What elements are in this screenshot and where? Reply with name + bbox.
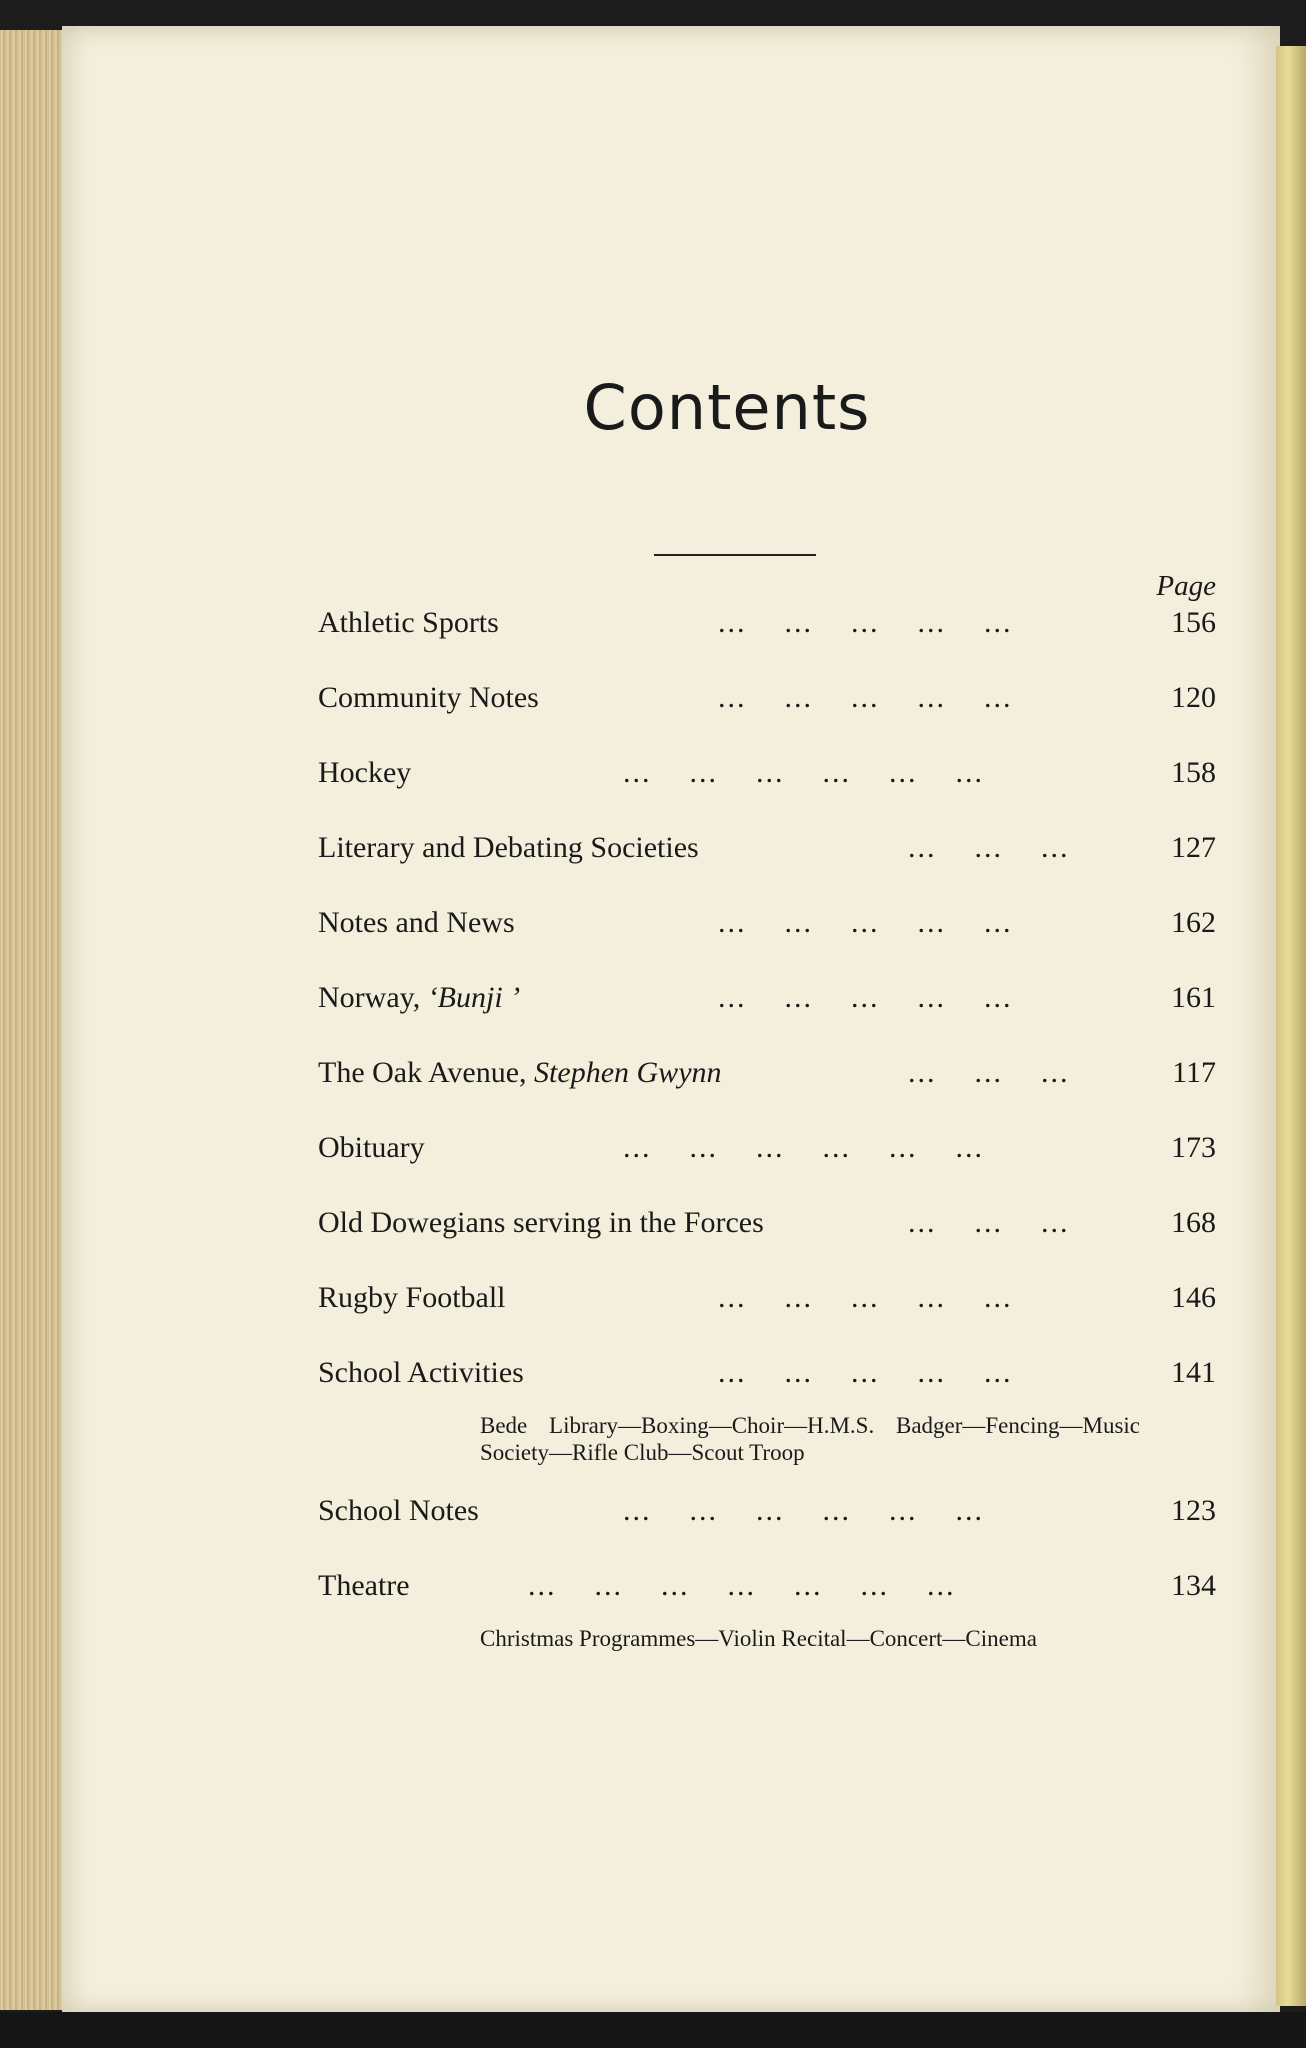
dot-leader: ... ... ... ... ... [718, 906, 1013, 939]
dot-leader: ... ... ... ... ... [718, 1356, 1013, 1389]
contents-entry [318, 1494, 1216, 1534]
contents-entry [318, 1206, 1216, 1246]
dot-leader: ... ... ... ... ... ... [623, 1494, 984, 1527]
page-title: Contents [583, 371, 871, 444]
entry-title-plain: The Oak Avenue, [318, 1056, 535, 1089]
entry-page-number: 173 [1171, 1131, 1216, 1164]
entry-page-number: 123 [1171, 1494, 1216, 1527]
entry-page-number: 158 [1171, 756, 1216, 789]
contents-entry [318, 1281, 1216, 1321]
dot-leader: ... ... ... ... ... [718, 606, 1013, 639]
page-right-edge [1276, 46, 1306, 2006]
entry-title: Athletic Sports [318, 606, 499, 639]
entry-title: School Activities [318, 1356, 524, 1389]
contents-entry [318, 831, 1216, 871]
entry-title: Rugby Football [318, 1281, 506, 1314]
entry-title: Hockey [318, 756, 412, 789]
entry-page-number: 127 [1171, 831, 1216, 864]
entry-title: Old Dowegians serving in the Forces [318, 1206, 764, 1239]
entry-page-number: 162 [1171, 906, 1216, 939]
entry-title [318, 981, 520, 1015]
entry-title: Literary and Debating Societies [318, 831, 699, 864]
contents-entry [318, 1131, 1216, 1171]
dot-leader: ... ... ... ... ... ... [623, 756, 984, 789]
book-bottom-shadow [0, 2012, 1306, 2048]
entry-page-number: 141 [1171, 1356, 1216, 1389]
dot-leader: ... ... ... [908, 831, 1070, 864]
entry-page-number: 120 [1171, 681, 1216, 714]
page-column-header: Page [1156, 570, 1216, 602]
entry-page-number: 161 [1171, 981, 1216, 1014]
contents-entry [318, 906, 1216, 946]
contents-entry [318, 1056, 1216, 1096]
entry-title: Obituary [318, 1131, 425, 1164]
dot-leader: ... ... ... ... ... [718, 1281, 1013, 1314]
entry-page-number: 117 [1172, 1056, 1216, 1089]
dot-leader: ... ... ... ... ... ... [623, 1131, 984, 1164]
entry-subitems: Christmas Programmes—Violin Recital—Concert—Cinema [480, 1626, 1037, 1651]
entry-subitems: Bede Library—Boxing—Choir—H.M.S. Badger—Fencing—Music Society—Rifle Club—Scout Troop [480, 1413, 1140, 1465]
entry-title-plain: Norway, [318, 981, 428, 1014]
dot-leader: ... ... ... [908, 1056, 1070, 1089]
entry-title: Theatre [318, 1569, 410, 1602]
dot-leader: ... ... ... ... ... [718, 981, 1013, 1014]
contents-entry [318, 606, 1216, 646]
entry-title: Notes and News [318, 906, 515, 939]
contents-entry [318, 1569, 1216, 1609]
entry-page-number: 134 [1171, 1569, 1216, 1602]
title-rule [654, 554, 816, 556]
entry-title [318, 1056, 722, 1090]
entry-page-number: 168 [1171, 1206, 1216, 1239]
contents-entry [318, 681, 1216, 721]
entry-title: School Notes [318, 1494, 479, 1527]
dot-leader: ... ... ... ... ... [718, 681, 1013, 714]
entry-title-italic: ‘Bunji ’ [427, 981, 521, 1014]
contents-entry [318, 1356, 1216, 1396]
entry-title: Community Notes [318, 681, 539, 714]
entry-title-italic: Stephen Gwynn [534, 1056, 722, 1089]
dot-leader: ... ... ... ... ... ... ... [528, 1569, 956, 1602]
entry-page-number: 146 [1171, 1281, 1216, 1314]
contents-entry [318, 981, 1216, 1021]
book-page [62, 26, 1280, 2014]
dot-leader: ... ... ... [908, 1206, 1070, 1239]
contents-entry [318, 756, 1216, 796]
entry-page-number: 156 [1171, 606, 1216, 639]
